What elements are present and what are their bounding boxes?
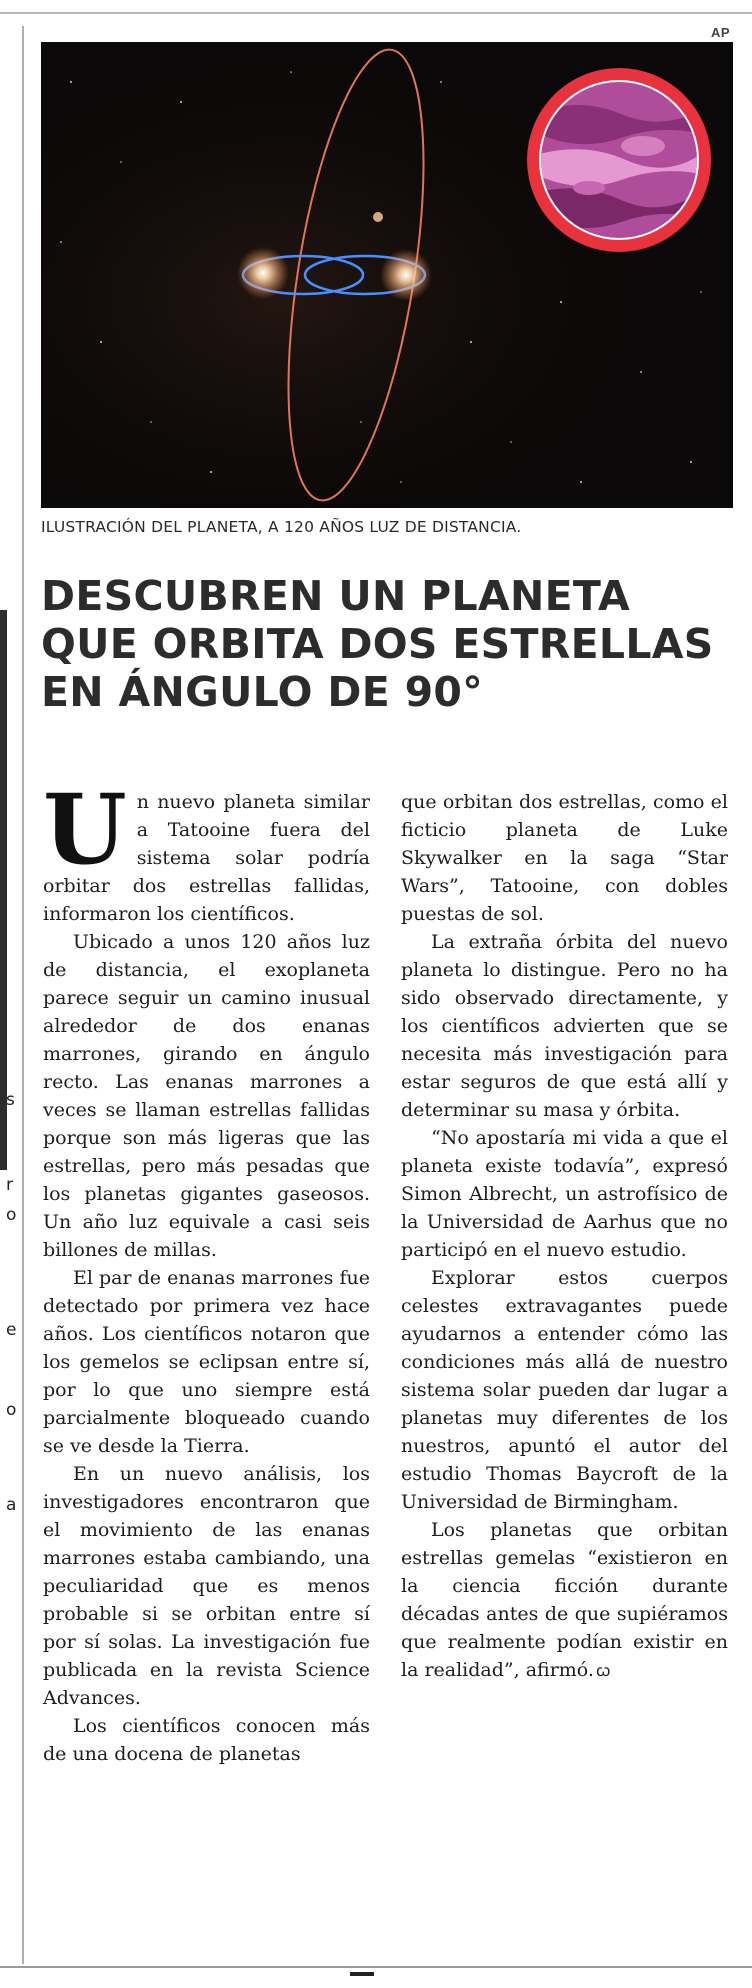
end-mark-icon: ꞷ xyxy=(595,1661,611,1680)
article-paragraph: El par de enanas marrones fue detectado por primera vez hace años. Los científicos notaron que los gemelos se eclipsan entre sí, por lo que uno siempre está parcialmente bloqueado cuando se ve desde la Tierra. xyxy=(43,1267,370,1457)
article-paragraph: que orbitan dos estrellas, como el ficticio planeta de Luke Skywalker en la saga “Star Wars”, Tatooine, con dobles puestas de sol. xyxy=(401,791,728,925)
orbiting-planet-dot xyxy=(373,212,383,222)
article-paragraph: “No apostaría mi vida a que el planeta existe todavía”, expresó Simon Albrecht, un astrofísico de la Universidad de Aarhus que no participó en el nuevo estudio. xyxy=(401,1127,728,1261)
article-paragraph: Los científicos conocen más de una docena de planetas xyxy=(43,1715,370,1765)
article-paragraph: Ubicado a unos 120 años luz de distancia, el exoplaneta parece seguir un camino inusual alrededor de dos enanas marrones, girando en ángulo recto. Las enanas marrones a veces se llaman estrellas fallidas porque son más ligeras que las estrellas, pero más pesadas que los planetas gigantes gaseosos. Un año luz equivale a casi seis billones de millas. xyxy=(43,931,370,1261)
photo-credit: AP xyxy=(710,25,730,40)
planet-illustration xyxy=(41,42,733,508)
margin-letter: s xyxy=(6,1090,15,1110)
brown-dwarf-right xyxy=(380,249,432,301)
article-column-right xyxy=(401,788,728,1685)
photo-caption: ILUSTRACIÓN DEL PLANETA, A 120 AÑOS LUZ DE DISTANCIA. xyxy=(41,518,522,536)
drop-cap: U xyxy=(43,773,127,886)
margin-letter: o xyxy=(6,1205,17,1225)
page-number-fragment xyxy=(350,1972,374,1982)
brown-dwarf-left xyxy=(237,247,289,299)
article-paragraph: Explorar estos cuerpos celestes extravagantes puede ayudarnos a entender cómo las condiciones más allá de nuestro sistema solar pueden dar lugar a planetas muy diferentes de los nuestros, apuntó el autor del estudio Thomas Baycroft de la Universidad de Birmingham. xyxy=(401,1267,728,1513)
article-paragraph xyxy=(43,773,370,928)
paragraph-text: n nuevo planeta similar a Tatooine fuera del sistema solar podría orbitar dos estrellas fallidas, informaron los científicos. xyxy=(43,791,370,925)
bottom-rule xyxy=(0,1966,752,1968)
adjacent-article-edge xyxy=(0,610,7,1170)
top-rule xyxy=(0,12,752,14)
margin-letter: a xyxy=(6,1495,17,1515)
column-divider xyxy=(22,26,24,1964)
article-paragraph: La extraña órbita del nuevo planeta lo distingue. Pero no ha sido observado directamente, y los científicos advierten que se necesita más investigación para estar seguros de que está allí y determinar su masa y órbita. xyxy=(401,931,728,1121)
article-paragraph: En un nuevo análisis, los investigadores encontraron que el movimiento de las enanas marrones estaba cambiando, una peculiaridad que es menos probable si se orbitan entre sí por sí solas. La investigación fue publicada en la revista Science Advances. xyxy=(43,1463,370,1709)
margin-letter: r xyxy=(6,1175,13,1195)
article-headline: DESCUBREN UN PLANETA QUE ORBITA DOS ESTRELLAS EN ÁNGULO DE 90° xyxy=(41,572,714,716)
article-paragraph xyxy=(401,1516,728,1685)
margin-letter: o xyxy=(6,1400,17,1420)
paragraph-text: Los planetas que orbitan estrellas gemelas “existieron en la ciencia ficción durante décadas antes de que supiéramos que realmente podían existir en la realidad”, afirmó. xyxy=(401,1519,728,1681)
margin-letter: e xyxy=(6,1320,17,1340)
illustration-svg xyxy=(41,42,733,508)
planet-inset xyxy=(527,68,711,252)
article-column-left xyxy=(43,773,370,1768)
